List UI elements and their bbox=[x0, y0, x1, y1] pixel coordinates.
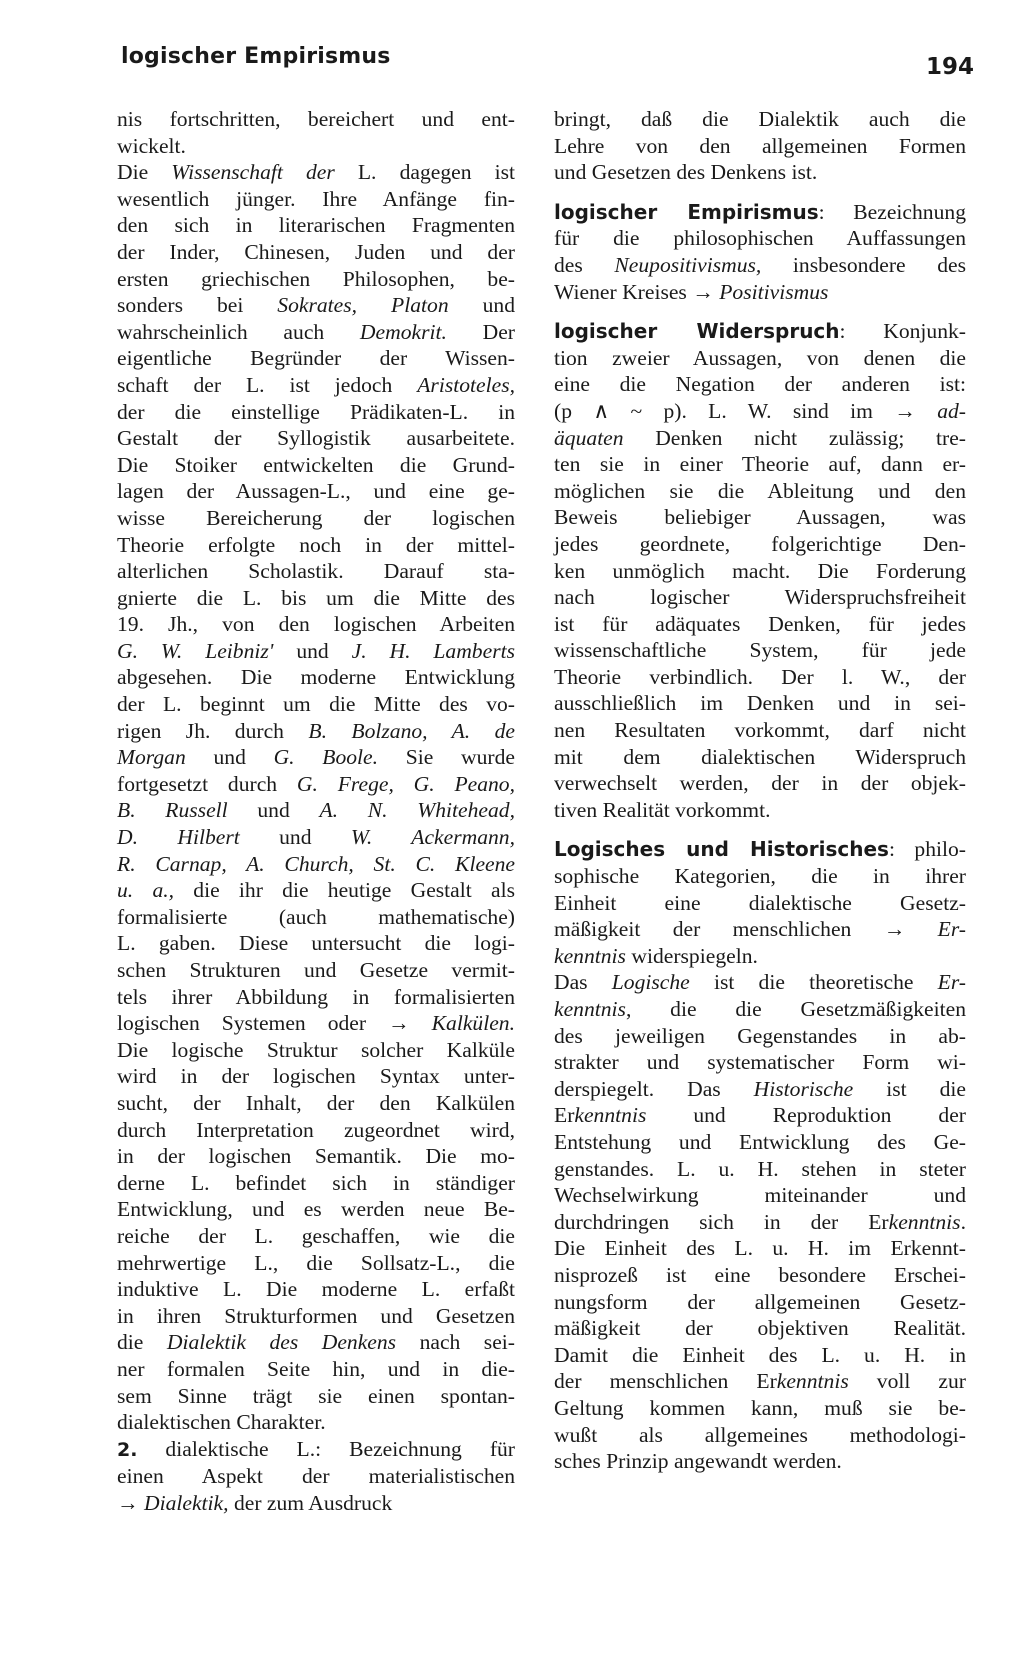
text-line: mäßigkeit der objektiven Realität. bbox=[554, 1316, 966, 1341]
text-line: ist für adäquates Denken, für jedes bbox=[554, 611, 966, 636]
text-line: Einheit eine dialektische Gesetz- bbox=[554, 890, 966, 915]
text-line: Entwicklung, und es werden neue Be- bbox=[117, 1197, 515, 1222]
text-line: logischen Systemen oder → Kalkülen. bbox=[117, 1011, 515, 1036]
text-line: Die logische Struktur solcher Kalküle bbox=[117, 1037, 515, 1062]
text-line: wird in der logischen Syntax unter- bbox=[117, 1064, 515, 1089]
text-line: verwechselt werden, der in der objek- bbox=[554, 771, 966, 796]
text-line: ner formalen Seite hin, und in die- bbox=[117, 1356, 515, 1381]
text-line: kenntnis widerspiegeln. bbox=[554, 943, 758, 968]
text-line: des Neupositivismus, insbesondere des bbox=[554, 252, 966, 277]
entry-spacer bbox=[554, 186, 966, 199]
text-line: nen Resultaten vorkommt, darf nicht bbox=[554, 718, 966, 743]
text-line: reiche der L. geschaffen, wie die bbox=[117, 1223, 515, 1248]
text-line: (p ∧ ~ p). L. W. sind im → ad- bbox=[554, 398, 966, 423]
text-line: für die philosophischen Auffassungen bbox=[554, 226, 966, 251]
headword-colon: : bbox=[839, 319, 884, 344]
text-line: der die einstellige Prädikaten-L. in bbox=[117, 399, 515, 424]
text-line: bringt, daß die Dialektik auch die bbox=[554, 107, 966, 131]
text-line: Entstehung und Entwicklung des Ge- bbox=[554, 1129, 966, 1154]
text-line: tion zweier Aussagen, von denen die bbox=[554, 345, 966, 370]
text-line: mäßigkeit der menschlichen → Er- bbox=[554, 917, 966, 942]
entry-headword: Logisches und Historisches bbox=[554, 837, 889, 862]
right-column bbox=[554, 106, 966, 1475]
text-line: schen Strukturen und Gesetze vermit- bbox=[117, 958, 515, 982]
text-line bbox=[554, 836, 966, 863]
text-line: ausschließlich im Denken und in sei- bbox=[554, 691, 966, 716]
text-line: Damit die Einheit des L. u. H. in bbox=[554, 1342, 966, 1367]
text-line: 19. Jh., von den logischen Arbeiten bbox=[117, 612, 515, 637]
text-line: nis fortschritten, bereichert und ent- bbox=[117, 107, 515, 131]
text-line: L. gaben. Diese untersucht die logi- bbox=[117, 931, 515, 956]
headword-colon: : bbox=[888, 837, 915, 862]
left-column bbox=[117, 106, 515, 1516]
text-line-content: Bezeichnung bbox=[853, 199, 966, 224]
text-line: tels ihrer Abbildung in formalisierten bbox=[117, 984, 515, 1009]
text-line: nisprozeß ist eine besondere Erschei- bbox=[554, 1262, 966, 1287]
text-line: in der logischen Semantik. Die mo- bbox=[117, 1144, 515, 1169]
running-header-title: logischer Empirismus bbox=[121, 44, 391, 69]
text-line: dialektischen Charakter. bbox=[117, 1410, 326, 1435]
text-line: die Dialektik des Denkens nach sei- bbox=[117, 1330, 515, 1355]
text-line: genstandes. L. u. H. stehen in steter bbox=[554, 1156, 966, 1181]
text-line: sches Prinzip angewandt werden. bbox=[554, 1449, 842, 1474]
text-line: Theorie verbindlich. Der l. W., der bbox=[554, 664, 966, 689]
text-line: wissenschaftliche System, für jede bbox=[554, 638, 966, 663]
entry-headword: logischer Empirismus bbox=[554, 199, 819, 224]
text-line: derne L. befindet sich in ständiger bbox=[117, 1170, 515, 1195]
text-line: ken unmöglich macht. Die Forderung bbox=[554, 558, 966, 583]
text-line: wesentlich jünger. Ihre Anfänge fin- bbox=[117, 186, 515, 211]
text-line: Geltung kommen kann, muß sie be- bbox=[554, 1395, 966, 1420]
text-line: einen Aspekt der materialistischen bbox=[117, 1464, 515, 1489]
text-line: nach logischer Widerspruchsfreiheit bbox=[554, 585, 966, 610]
text-line: des jeweiligen Gegenstandes in ab- bbox=[554, 1023, 966, 1048]
text-line: durch Interpretation zugeordnet wird, bbox=[117, 1117, 515, 1142]
text-line: eine die Negation der anderen ist: bbox=[554, 372, 966, 397]
text-line: alterlichen Scholastik. Darauf sta- bbox=[117, 559, 515, 584]
entry-spacer bbox=[554, 823, 966, 836]
text-line: der menschlichen Erkenntnis voll zur bbox=[554, 1369, 966, 1394]
text-line: ersten griechischen Philosophen, be- bbox=[117, 266, 515, 291]
text-line: Gestalt der Syllogistik ausarbeitete. bbox=[117, 426, 515, 451]
text-line: mehrwertige L., die Sollsatz-L., die bbox=[117, 1250, 515, 1275]
text-line: formalisierte (auch mathematische) bbox=[117, 904, 515, 929]
text-line: Lehre von den allgemeinen Formen bbox=[554, 133, 966, 158]
text-line: kenntnis, die die Gesetzmäßigkeiten bbox=[554, 997, 966, 1021]
text-line: mit dem dialektischen Widerspruch bbox=[554, 744, 966, 769]
text-line: Theorie erfolgte noch in der mittel- bbox=[117, 532, 515, 557]
text-line: der L. beginnt um die Mitte des vo- bbox=[117, 692, 515, 717]
text-line: in ihren Strukturformen und Gesetzen bbox=[117, 1303, 515, 1328]
text-line: und Gesetzen des Denkens ist. bbox=[554, 160, 818, 185]
headword-colon: : bbox=[818, 199, 854, 224]
text-line: schaft der L. ist jedoch Aristoteles, bbox=[117, 372, 515, 397]
text-line: rigen Jh. durch B. Bolzano, A. de bbox=[117, 718, 515, 743]
text-line: tiven Realität vorkommt. bbox=[554, 797, 771, 822]
text-line: derspiegelt. Das Historische ist die bbox=[554, 1076, 966, 1101]
text-line: Wiener Kreises → Positivismus bbox=[554, 279, 829, 304]
text-line: Wechselwirkung miteinander und bbox=[554, 1183, 966, 1208]
text-line: wußt als allgemeines methodologi- bbox=[554, 1422, 966, 1447]
text-line: 2. dialektische L.: Bezeichnung für bbox=[117, 1436, 515, 1461]
entry-headword: logischer Widerspruch bbox=[554, 319, 840, 344]
text-line: Beweis beliebiger Aussagen, was bbox=[554, 505, 966, 530]
text-line: Die Einheit des L. u. H. im Erkennt- bbox=[554, 1236, 966, 1261]
text-line: D. Hilbert und W. Ackermann, bbox=[117, 825, 515, 850]
text-line: ten sie in einer Theorie auf, dann er- bbox=[554, 452, 966, 477]
text-line bbox=[554, 199, 966, 226]
text-line: äquaten Denken nicht zulässig; tre- bbox=[554, 425, 966, 450]
text-line: wahrscheinlich auch Demokrit. Der bbox=[117, 319, 515, 344]
text-line: Morgan und G. Boole. Sie wurde bbox=[117, 745, 516, 770]
text-line-content: philo- bbox=[914, 837, 967, 862]
text-line: B. Russell und A. N. Whitehead, bbox=[117, 798, 515, 823]
text-line: R. Carnap, A. Church, St. C. Kleene bbox=[117, 851, 515, 876]
text-line: Die Wissenschaft der L. dagegen ist bbox=[117, 160, 516, 185]
text-line: induktive L. Die moderne L. erfaßt bbox=[117, 1277, 515, 1302]
text-line: gnierte die L. bis um die Mitte des bbox=[117, 585, 515, 610]
text-line: eigentliche Begründer der Wissen- bbox=[117, 346, 515, 371]
text-line: sem Sinne trägt sie einen spontan- bbox=[117, 1383, 515, 1408]
text-line: sonders bei Sokrates, Platon und bbox=[117, 293, 515, 318]
text-line: sophische Kategorien, die in ihrer bbox=[554, 864, 966, 889]
text-line: G. W. Leibniz' und J. H. Lamberts bbox=[117, 638, 515, 663]
text-line: wickelt. bbox=[117, 133, 186, 158]
text-line: jedes geordnete, folgerichtige Den- bbox=[554, 531, 966, 556]
text-line bbox=[554, 318, 966, 345]
text-line: durchdringen sich in der Erkenntnis. bbox=[554, 1209, 966, 1234]
text-line: Erkenntnis und Reproduktion der bbox=[554, 1103, 966, 1128]
text-line: → Dialektik, der zum Ausdruck bbox=[117, 1490, 393, 1515]
text-line: der Inder, Chinesen, Juden und der bbox=[117, 239, 515, 264]
text-line: möglichen sie die Ableitung und den bbox=[554, 478, 966, 503]
page-number: 194 bbox=[926, 54, 975, 80]
text-line-content: Konjunk- bbox=[883, 319, 966, 344]
text-line: Die Stoiker entwickelten die Grund- bbox=[117, 452, 515, 477]
text-line: fortgesetzt durch G. Frege, G. Peano, bbox=[117, 771, 516, 796]
text-line: Das Logische ist die theoretische Er- bbox=[554, 970, 966, 995]
text-line: wisse Bereicherung der logischen bbox=[117, 505, 515, 530]
text-line: den sich in literarischen Fragmenten bbox=[117, 213, 515, 238]
text-line: strakter und systematischer Form wi- bbox=[554, 1050, 966, 1075]
text-line: sucht, der Inhalt, der den Kalkülen bbox=[117, 1090, 515, 1115]
text-line: u. a., die ihr die heutige Gestalt als bbox=[117, 878, 515, 903]
text-line: nungsform der allgemeinen Gesetz- bbox=[554, 1289, 966, 1314]
text-line: abgesehen. Die moderne Entwicklung bbox=[117, 665, 515, 690]
text-line: lagen der Aussagen-L., und eine ge- bbox=[117, 479, 515, 504]
entry-spacer bbox=[554, 305, 966, 318]
